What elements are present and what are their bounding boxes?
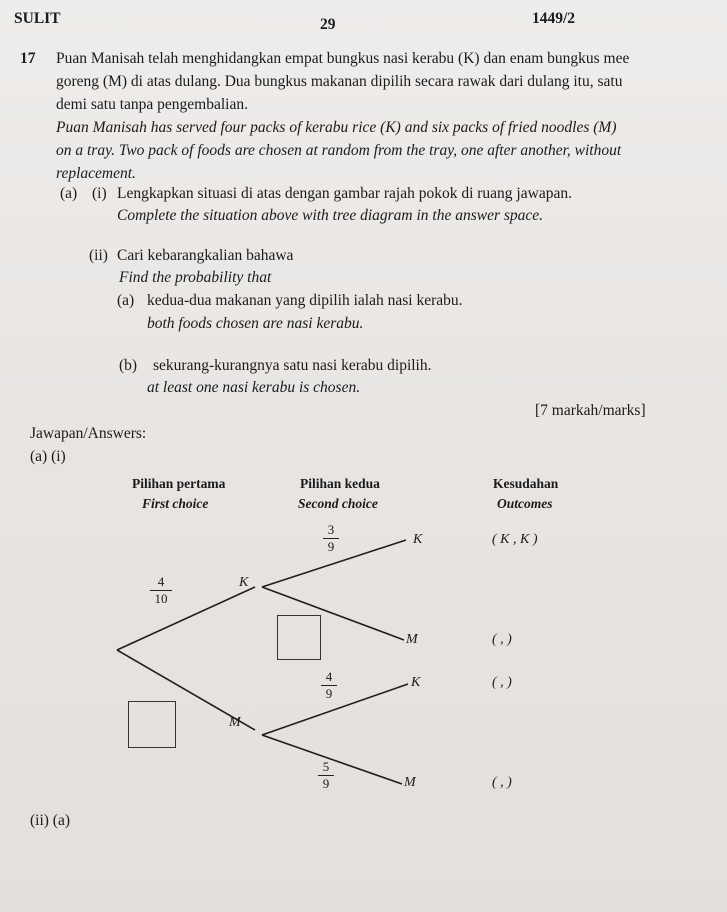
- col-outcome-english: Outcomes: [497, 496, 553, 511]
- sub-a-english: both foods chosen are nasi kerabu.: [147, 315, 364, 332]
- sub-a-label: (a): [117, 292, 135, 309]
- english-line-1: Puan Manisah has served four packs of kerabu rice (K) and six packs of fried noodles (M): [56, 119, 617, 136]
- sub-b-english: at least one nasi kerabu is chosen.: [147, 379, 361, 396]
- branch-root-K: [117, 587, 255, 650]
- sub-b-label: (b): [119, 357, 138, 374]
- part-a-ii-english: Find the probability that: [119, 269, 272, 286]
- sub-b-malay: sekurang-kurangnya satu nasi kerabu dipilih.: [153, 357, 432, 374]
- part-a-i-malay: Lengkapkan situasi di atas dengan gambar rajah pokok di ruang jawapan.: [117, 185, 572, 202]
- english-line-2: on a tray. Two pack of foods are chosen at random from the tray, one after another, without: [56, 142, 622, 159]
- page-number: 29: [320, 16, 336, 33]
- node-first-K: K: [239, 575, 249, 590]
- header-sulit: SULIT: [14, 10, 61, 27]
- prob-K-then-K: 3 9: [323, 523, 339, 554]
- answer-box-K-then-M-prob[interactable]: [277, 615, 321, 660]
- node-second-M2: M: [404, 775, 416, 790]
- part-a-ii-malay: Cari kebarangkalian bahawa: [117, 247, 294, 264]
- col-first-english: First choice: [142, 496, 209, 511]
- col-second-malay: Pilihan kedua: [300, 476, 380, 491]
- node-first-M: M: [229, 715, 241, 730]
- col-first-malay: Pilihan pertama: [132, 476, 226, 491]
- answers-title: Jawapan/Answers:: [30, 425, 147, 442]
- outcome-2[interactable]: ( , ): [492, 632, 512, 647]
- part-a-i-label: (i): [92, 185, 107, 202]
- outcome-4[interactable]: ( , ): [492, 775, 512, 790]
- outcome-1: ( K , K ): [492, 532, 538, 547]
- malay-line-3: demi satu tanpa pengembalian.: [56, 96, 248, 113]
- malay-line-1: Puan Manisah telah menghidangkan empat bungkus nasi kerabu (K) dan enam bungkus mee: [56, 50, 630, 67]
- node-second-M1: M: [406, 632, 418, 647]
- answer-part-a-i: (a) (i): [30, 448, 66, 465]
- paper-code: 1449/2: [532, 10, 576, 27]
- part-a-ii-label: (ii): [89, 247, 108, 264]
- answer-box-first-M-prob[interactable]: [128, 701, 176, 748]
- answer-part-a-ii-a: (ii) (a): [30, 812, 71, 829]
- col-second-english: Second choice: [298, 496, 378, 511]
- prob-M-then-M: 5 9: [318, 760, 334, 791]
- prob-first-K: 4 10: [150, 575, 172, 606]
- malay-line-2: goreng (M) di atas dulang. Dua bungkus makanan dipilih secara rawak dari dulang itu, satu: [56, 73, 623, 90]
- col-outcome-malay: Kesudahan: [493, 476, 559, 491]
- question-number: 17: [20, 50, 36, 67]
- part-a-i-english: Complete the situation above with tree diagram in the answer space.: [117, 207, 544, 224]
- outcome-3[interactable]: ( , ): [492, 675, 512, 690]
- marks: [7 markah/marks]: [535, 402, 646, 419]
- sub-a-malay: kedua-dua makanan yang dipilih ialah nasi kerabu.: [147, 292, 463, 309]
- english-line-3: replacement.: [56, 165, 136, 182]
- part-a-label: (a): [60, 185, 78, 202]
- prob-M-then-K: 4 9: [321, 670, 337, 701]
- node-second-K2: K: [411, 675, 421, 690]
- node-second-K1: K: [413, 532, 423, 547]
